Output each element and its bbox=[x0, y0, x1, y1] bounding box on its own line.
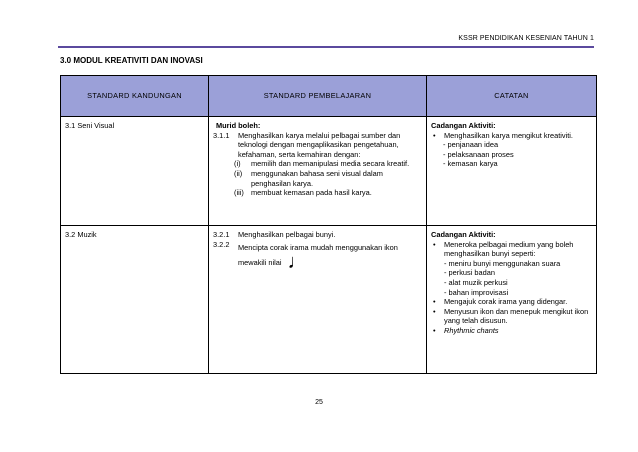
pembelajaran-cell bbox=[209, 117, 427, 226]
quarter-note-icon: ♩ bbox=[287, 251, 308, 274]
document-header: KSSR PENDIDIKAN KESENIAN TAHUN 1 bbox=[458, 35, 594, 42]
cadangan-aktiviti-label: Cadangan Aktiviti: bbox=[431, 121, 496, 130]
dash-item: - penjanaan idea bbox=[443, 140, 499, 150]
dash-item: - alat muzik perkusi bbox=[444, 277, 508, 287]
dash-item: - kemasan karya bbox=[443, 159, 498, 169]
bullet-icon: • bbox=[433, 306, 436, 316]
catatan-cell bbox=[427, 117, 597, 226]
bullet-text: Menghasilkan karya mengikut kreativiti. bbox=[444, 130, 573, 140]
section-title: 3.0 MODUL KREATIVITI DAN INOVASI bbox=[60, 56, 203, 65]
bullet-icon: • bbox=[433, 297, 436, 307]
kandungan-text: 3.1 Seni Visual bbox=[65, 121, 115, 130]
dash-item: - bahan improvisasi bbox=[444, 287, 509, 297]
bullet-item bbox=[431, 326, 592, 336]
sub-item-number: (iii) bbox=[234, 188, 244, 198]
bullet-text: Meneroka pelbagai medium yang boleh menghasilkan bunyi seperti: bbox=[444, 239, 574, 259]
sub-item bbox=[234, 159, 423, 169]
catatan-cell bbox=[427, 226, 597, 374]
table-row bbox=[61, 117, 597, 226]
item-number: 3.2.1 bbox=[213, 230, 230, 239]
kandungan-text: 3.2 Muzik bbox=[65, 230, 97, 239]
pembelajaran-cell bbox=[209, 226, 427, 374]
bullet-text: Rhythmic chants bbox=[444, 325, 499, 335]
standard-item bbox=[213, 131, 423, 160]
kandungan-cell bbox=[61, 117, 209, 226]
header-standard-pembelajaran: STANDARD PEMBELAJARAN bbox=[209, 76, 427, 117]
bullet-icon: • bbox=[433, 325, 436, 335]
sub-item-text: memilih dan memanipulasi media secara kreatif. bbox=[251, 159, 410, 169]
bullet-item bbox=[431, 131, 592, 141]
bullet-item bbox=[431, 297, 592, 307]
header-rule bbox=[58, 46, 594, 48]
item-text-content: Mencipta corak irama mudah menggunakan ikon mewakili nilai bbox=[238, 242, 398, 267]
item-text: Menghasilkan pelbagai bunyi. bbox=[238, 230, 336, 239]
item-number: 3.2.2 bbox=[213, 239, 230, 249]
curriculum-table bbox=[60, 75, 597, 374]
bullet-item bbox=[431, 240, 592, 259]
item-number: 3.1.1 bbox=[213, 130, 230, 140]
item-text bbox=[238, 240, 423, 274]
sub-item-number: (i) bbox=[234, 159, 241, 169]
standard-item bbox=[213, 230, 423, 240]
dash-item: - perkusi badan bbox=[444, 268, 495, 278]
bullet-text: Menyusun ikon dan menepuk mengikut ikon yang telah disusun. bbox=[444, 306, 589, 326]
sub-item-text: membuat kemasan pada hasil karya. bbox=[251, 188, 372, 198]
bullet-icon: • bbox=[433, 130, 436, 140]
table-header-row bbox=[61, 76, 597, 117]
dash-item: - meniru bunyi menggunakan suara bbox=[444, 258, 561, 268]
table-row bbox=[61, 226, 597, 374]
sub-item bbox=[234, 188, 423, 198]
cadangan-aktiviti-label: Cadangan Aktiviti: bbox=[431, 230, 496, 239]
page-number: 25 bbox=[315, 399, 323, 406]
sub-item-number: (ii) bbox=[234, 168, 243, 178]
bullet-text: Mengajuk corak irama yang didengar. bbox=[444, 297, 568, 307]
header-catatan: CATATAN bbox=[427, 76, 597, 117]
sub-item-text: menggunakan bahasa seni visual dalam penghasilan karya. bbox=[251, 168, 383, 188]
standard-item bbox=[213, 239, 423, 274]
header-standard-kandungan: STANDARD KANDUNGAN bbox=[61, 76, 209, 117]
bullet-item bbox=[431, 307, 592, 326]
dash-item: - pelaksanaan proses bbox=[443, 149, 514, 159]
kandungan-cell bbox=[61, 226, 209, 374]
sub-item bbox=[234, 169, 423, 188]
item-text: Menghasilkan karya melalui pelbagai sumber dan teknologi dengan mengaplikasikan pengetahuan, kefahaman, serta kemahiran dengan: bbox=[238, 130, 401, 159]
bullet-icon: • bbox=[433, 239, 436, 249]
murid-boleh-label: Murid boleh: bbox=[216, 121, 261, 130]
